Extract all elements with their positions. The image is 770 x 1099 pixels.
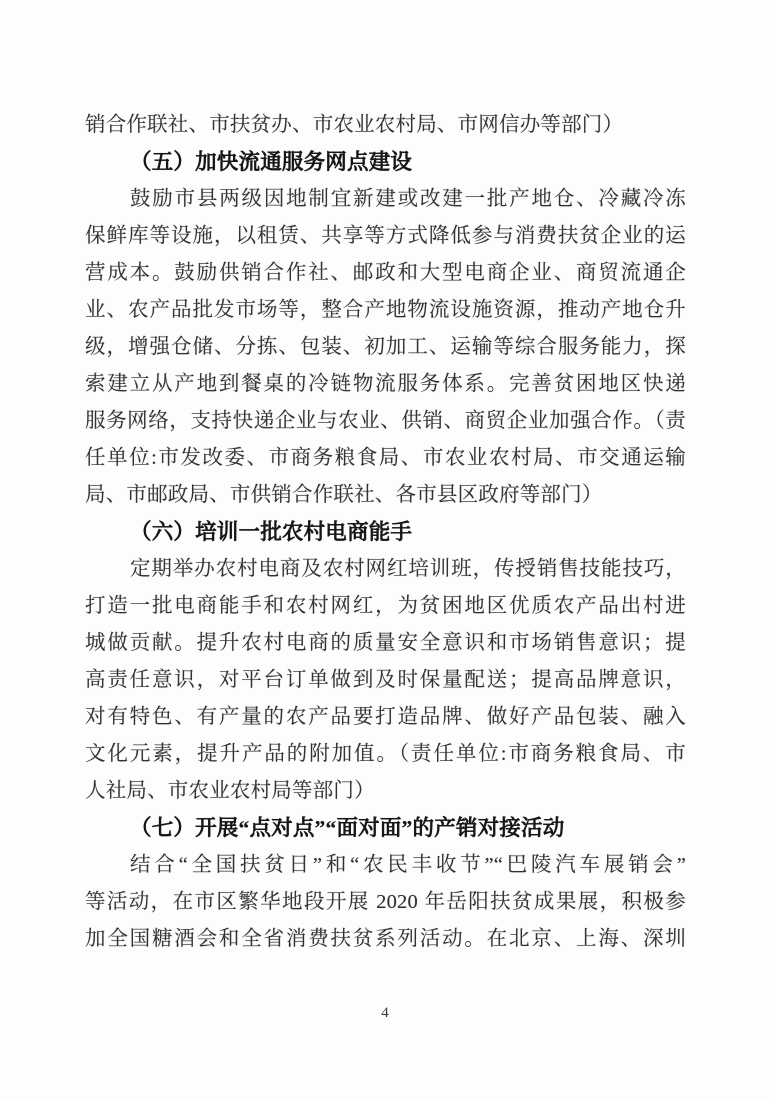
text-line: 业、农产品批发市场等，整合产地物流设施资源，推动产地仓升: [85, 299, 686, 321]
text-line: 等活动，在市区繁华地段开展 2020 年岳阳扶贫成果展，积极参: [85, 891, 686, 913]
text-line: 销合作联社、市扶贫办、市农业农村局、市网信办等部门）: [85, 114, 624, 136]
page-number: 4: [381, 1005, 389, 1021]
text-line: 结合“全国扶贫日”和“农民丰收节”“巴陵汽车展销会”: [130, 854, 686, 876]
text-line: 级，增强仓储、分拣、包装、初加工、运输等综合服务能力，探: [85, 336, 686, 358]
text-line: 索建立从产地到餐桌的冷链物流服务体系。完善贫困地区快递: [85, 373, 686, 395]
text-line: 城做贡献。提升农村电商的质量安全意识和市场销售意识；提: [85, 632, 686, 654]
text-line: 高责任意识，对平台订单做到及时保量配送；提高品牌意识，: [85, 669, 686, 691]
text-line: 定期举办农村电商及农村网红培训班，传授销售技能技巧，: [130, 558, 686, 580]
text-line: 文化元素，提升产品的附加值。（责任单位:市商务粮食局、市: [85, 743, 686, 765]
text-line: 服务网络，支持快递企业与农业、供销、商贸企业加强合作。（责: [85, 410, 686, 432]
document-body: [85, 107, 686, 958]
text-line: 营成本。鼓励供销合作社、邮政和大型电商企业、商贸流通企: [85, 262, 686, 284]
text-line: 保鲜库等设施，以租赁、共享等方式降低参与消费扶贫企业的运: [85, 225, 686, 247]
text-line: 局、市邮政局、市供销合作联社、各市县区政府等部门）: [85, 484, 603, 506]
section-heading: （七）开展“点对点”“面对面”的产销对接活动: [130, 816, 565, 840]
text-line: 对有特色、有产量的农产品要打造品牌、做好产品包装、融入: [85, 706, 686, 728]
text-line: 任单位:市发改委、市商务粮食局、市农业农村局、市交通运输: [85, 447, 686, 469]
text-line: 鼓励市县两级因地制宜新建或改建一批产地仓、冷藏冷冻: [130, 188, 686, 210]
text-line: 加全国糖酒会和全省消费扶贫系列活动。在北京、上海、深圳: [85, 928, 686, 950]
text-line: 人社局、市农业农村局等部门）: [85, 780, 375, 802]
text-line: 打造一批电商能手和农村网红，为贫困地区优质农产品出村进: [85, 595, 686, 617]
section-heading: （六）培训一批农村电商能手: [130, 520, 413, 544]
section-heading: （五）加快流通服务网点建设: [130, 150, 413, 174]
